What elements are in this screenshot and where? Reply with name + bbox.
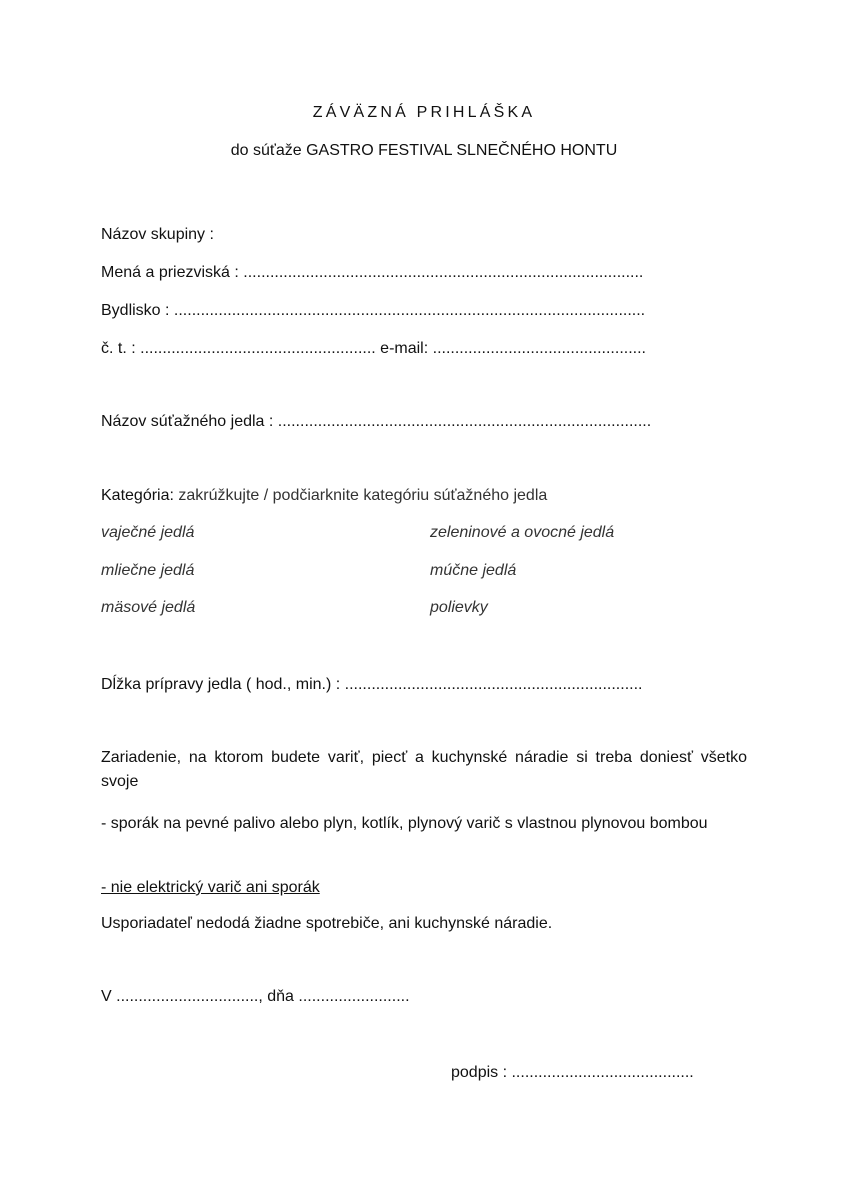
- equipment-restriction: [101, 876, 747, 900]
- form-subtitle: do súťaže GASTRO FESTIVAL SLNEČNÉHO HONTU: [230, 142, 618, 159]
- names-field: Mená a priezviská : ..........................................................................................: [101, 264, 644, 281]
- signature-line: podpis : .........................................: [451, 1064, 694, 1081]
- equipment-item: - sporák na pevné palivo alebo plyn, kotlík, plynový varič s vlastnou plynovou bombou: [101, 815, 708, 832]
- category-label: Kategória:: [101, 487, 174, 504]
- category-option: mäsové jedlá: [101, 599, 196, 616]
- category-line: [101, 487, 547, 505]
- category-option: mliečne jedlá: [101, 562, 195, 579]
- place-date-line: V ................................, dňa .........................: [101, 988, 410, 1005]
- phone-email-field: č. t. : ..................................................... e-mail: ................................................: [101, 340, 646, 357]
- prep-time-field: Dĺžka prípravy jedla ( hod., min.) : ...................................................................: [101, 676, 643, 693]
- category-option: vaječné jedlá: [101, 524, 195, 541]
- equipment-restriction-text: - nie elektrický varič ani sporák: [101, 879, 320, 896]
- organizer-note: Usporiadateľ nedodá žiadne spotrebiče, ani kuchynské náradie.: [101, 915, 553, 932]
- dish-name-field: Názov súťažného jedla : ....................................................................................: [101, 413, 652, 430]
- form-title: ZÁVÄZNÁ PRIHLÁŠKA: [312, 104, 536, 121]
- category-option: zeleninové a ovocné jedlá: [430, 524, 615, 541]
- address-field: Bydlisko : ..........................................................................................................: [101, 302, 646, 319]
- category-option: múčne jedlá: [430, 562, 517, 579]
- equipment-intro: Zariadenie, na ktorom budete variť, piecť a kuchynské náradie si treba doniesť všetko svoje: [101, 749, 747, 790]
- category-option: polievky: [430, 599, 488, 616]
- category-instruction: zakrúžkujte / podčiarknite kategóriu súťažného jedla: [173, 487, 548, 504]
- group-name-field: Názov skupiny :: [101, 226, 214, 243]
